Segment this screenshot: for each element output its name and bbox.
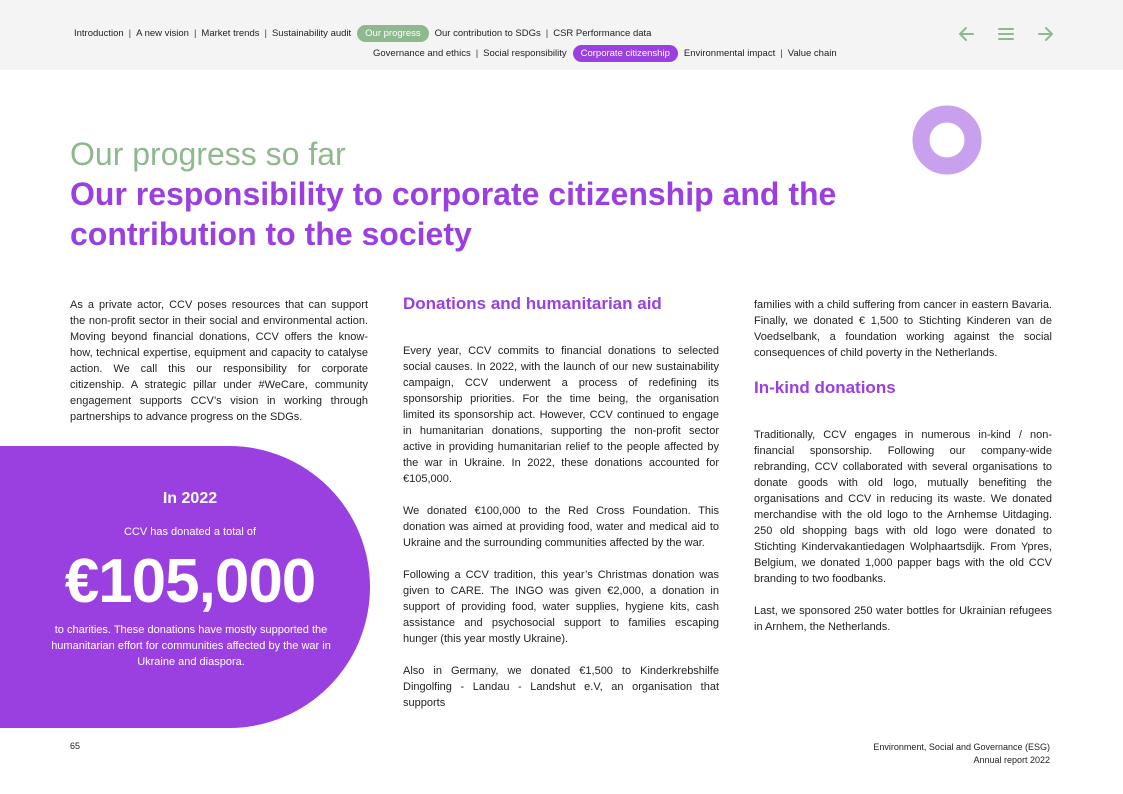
nav-market-trends[interactable]: Market trends (201, 28, 260, 39)
donations-continuation: families with a child suffering from cancer in eastern Bavaria. Finally, we donated € 1,500 to Stichting Kinderen van de Voedselbank, a foundation working against the social consequences of child poverty in the Netherlands. (754, 299, 1052, 359)
donations-paragraph: We donated €100,000 to the Red Cross Foundation. This donation was aimed at providing food, water and medical aid to Ukraine and the surrounding communities affected by the war. (403, 505, 719, 549)
nav-separator: | (545, 28, 549, 39)
donation-highlight-box (0, 446, 370, 728)
arrow-right-icon[interactable] (1035, 22, 1057, 46)
highlight-lead: CCV has donated a total of (123, 526, 257, 538)
nav-separator: | (128, 28, 132, 39)
page-title: Our responsibility to corporate citizenship and the contribution to the society (70, 176, 837, 252)
page-number: 65 (70, 741, 81, 751)
highlight-note: to charities. These donations have mostly supported the humanitarian effort for communities affected by the war in Ukraine and diaspora. (51, 624, 331, 668)
nav-separator: | (193, 28, 197, 39)
nav-social-responsibility[interactable]: Social responsibility (483, 48, 567, 59)
nav-a-new-vision[interactable]: A new vision (136, 28, 189, 39)
page-controls (955, 22, 1057, 46)
nav-corporate-citizenship[interactable]: Corporate citizenship (573, 45, 678, 62)
nav-separator: | (780, 48, 783, 59)
section-nav (71, 25, 654, 42)
nav-introduction[interactable]: Introduction (74, 28, 124, 39)
menu-icon[interactable] (995, 22, 1017, 46)
highlight-year: In 2022 (162, 490, 218, 507)
nav-sdg-contribution[interactable]: Our contribution to SDGs (434, 28, 541, 39)
donations-heading: Donations and humanitarian aid (403, 294, 662, 313)
intro-column (70, 297, 368, 441)
donations-paragraph: Following a CCV tradition, this year’s Christmas donation was given to CARE. The INGO was given €2,000, a donation in support of providing food, water supplies, hygiene kits, cash assistance and psychosocial support to families escaping hunger (this year mostly Ukraine). (403, 569, 719, 645)
inkind-paragraph: Traditionally, CCV engages in numerous in-kind / non-financial sponsorship. Following our company-wide rebranding, CCV collaborated with several organisations to donate goods with old logo, mutually benefiting the organisations and CCV in reducing its waste. We donated merchandise with the old logo to the Arnhemse Uitdaging. 250 old shopping bags with old logo were donated to Stichting Kindervakantiedagen Wolphaartsdijk. From Ypres, Belgium, we donated 1,000 papper bags with the old CCV branding to two foodbanks. (754, 429, 1052, 585)
arrow-left-icon[interactable] (955, 22, 977, 46)
inkind-paragraph: Last, we sponsored 250 water bottles for Ukrainian refugees in Arnhem, the Netherlands. (754, 605, 1052, 633)
top-navigation-bar (0, 0, 1123, 70)
highlight-amount: €105,000 (64, 547, 316, 616)
footer-line-1: Environment, Social and Governance (ESG) (873, 742, 1050, 752)
donations-paragraph: Also in Germany, we donated €1,500 to Kinderkrebshilfe Dingolfing - Landau - Landshut e.V, an organisation that supports (403, 665, 719, 709)
donations-column (403, 293, 719, 727)
decorative-ring (912, 105, 982, 175)
report-footer (873, 741, 1050, 767)
nav-sustainability-audit[interactable]: Sustainability audit (271, 28, 352, 39)
inkind-heading: In-kind donations (754, 378, 896, 397)
subsection-nav (370, 45, 840, 62)
intro-paragraph: As a private actor, CCV poses resources that can support the non-profit sector in their social and environmental action. Moving beyond financial donations, CCV offers the know-how, technical expertise, equipment and capacity to catalyse action. We call this our responsibility for corporate citizenship. A strategic pillar under #WeCare, community engagement supports CCV’s vision in working through partnerships to advance progress on the SDGs. (70, 299, 368, 423)
nav-our-progress[interactable]: Our progress (357, 25, 428, 42)
nav-separator: | (475, 48, 479, 59)
right-column (754, 297, 1052, 651)
nav-separator: | (264, 28, 267, 39)
donations-paragraph: Every year, CCV commits to financial donations to selected social causes. In 2022, with the launch of our new sustainability campaign, CCV underwent a process of redefining its sponsorship priorities. For the time being, the organisation limited its sponsorship act. However, CCV continued to engage in humanitarian donations, supporting the non-profit sector active in providing humanitarian relief to the people affected by the war in Ukraine. In 2022, these donations accounted for €105,000. (403, 345, 719, 485)
footer-line-2: Annual report 2022 (973, 755, 1050, 765)
nav-csr-performance-data[interactable]: CSR Performance data (553, 28, 652, 39)
nav-environmental-impact[interactable]: Environmental impact (683, 48, 776, 59)
page-subtitle: Our progress so far (70, 136, 346, 172)
nav-value-chain[interactable]: Value chain (787, 48, 837, 59)
nav-governance-ethics[interactable]: Governance and ethics (373, 48, 471, 59)
